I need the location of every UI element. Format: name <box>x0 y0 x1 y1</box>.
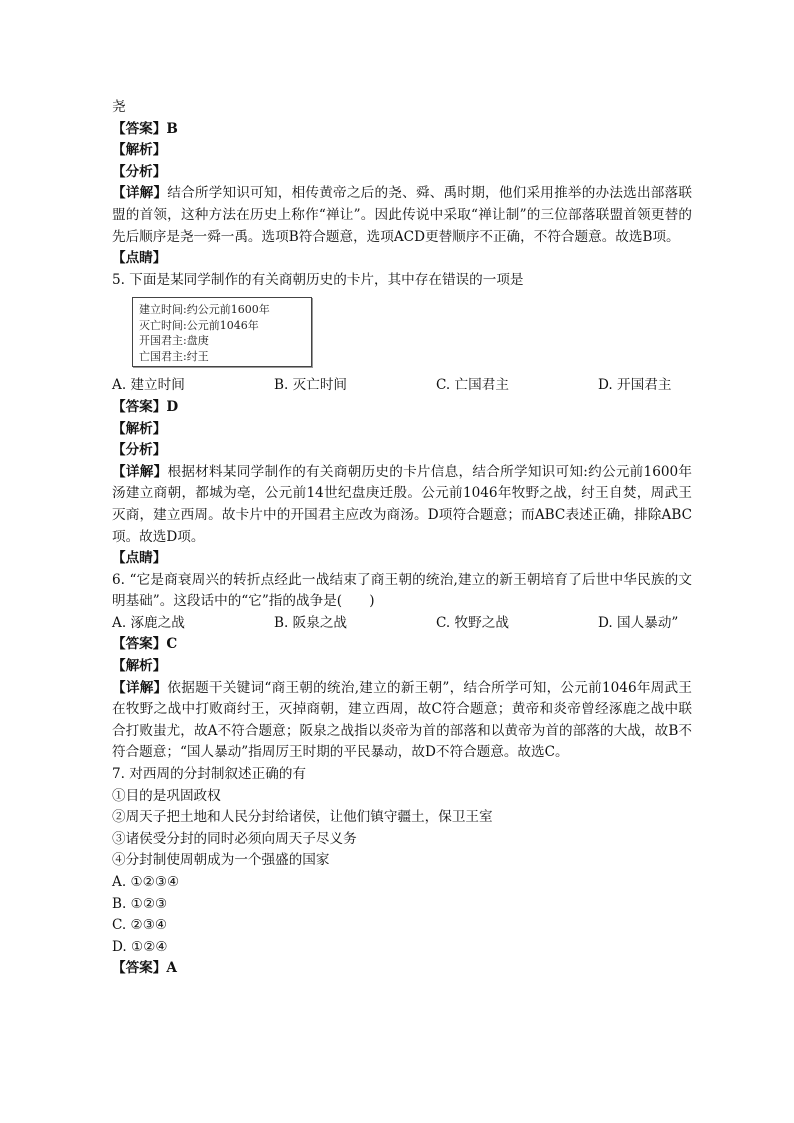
q5-options <box>112 375 692 397</box>
q5-option-c: C. 亡国君主 <box>436 377 509 394</box>
q7-option-d: D. ①②④ <box>112 938 168 955</box>
q7-item-1: ①目的是巩固政权 <box>112 787 221 804</box>
q4-detail <box>112 183 692 248</box>
q5-jiexi: 【解析】 <box>112 420 167 437</box>
q5-detail <box>112 462 692 548</box>
top-fragment: 尧 <box>112 99 126 115</box>
exam-page <box>112 97 692 980</box>
q7-option-c: C. ②③④ <box>112 917 168 934</box>
q6-jiexi: 【解析】 <box>112 658 167 675</box>
q4-detail-text: 结合所学知识可知，相传黄帝之后的尧、舜、禹时期，他们采用推举的办法选出部落联盟的首领，这种方法在历史上称作“禅让”。因此传说中采取“禅让制”的三位部落联盟首领更替的先后顺序是尧一舜一禹。选项B符合题意，选项ACD更替顺序不正确，不符合题意。故选B项。 <box>112 185 693 245</box>
q5-option-b: B. 灭亡时间 <box>274 377 348 394</box>
q7-item-3: ③诸侯受分封的同时必须向周天子尽义务 <box>112 830 357 847</box>
q5-option-d: D. 开国君主 <box>598 377 672 394</box>
q4-jiexi: 【解析】 <box>112 142 167 159</box>
q5-dianjing: 【点睛】 <box>112 550 167 567</box>
q5-stem: 5. 下面是某同学制作的有关商朝历史的卡片，其中存在错误的一项是 <box>112 271 524 288</box>
q4-answer: 【答案】B <box>112 120 178 137</box>
q6-option-c: C. 牧野之战 <box>436 614 509 631</box>
q5-answer: 【答案】D <box>112 398 179 415</box>
q7-option-a: A. ①②③④ <box>112 874 180 890</box>
q5-detail-label: 【详解】 <box>112 463 168 480</box>
card-line-fall: 灭亡时间:公元前1046年 <box>139 318 259 332</box>
q4-fenxi: 【分析】 <box>112 163 167 180</box>
q6-detail-text: 依据题干关键词“商王朝的统治,建立的新王朝”，结合所学可知，公元前1046年周武王在牧野之战中打败商纣王，灭掉商朝，建立西周，故C符合题意；黄帝和炎帝曾经涿鹿之战中联合打败蚩尤，故A不符合题意；阪泉之战指以炎帝为首的部落和以黄帝为首的部落的大战，故B不符合题意；“国人暴动”指周厉王时期的平民暴动，故D不符合题意。故选C。 <box>112 679 692 761</box>
q7-item-2: ②周天子把土地和人民分封给诸侯，让他们镇守疆土，保卫王室 <box>112 809 493 826</box>
q5-fenxi: 【分析】 <box>112 442 167 459</box>
q5-option-a: A. 建立时间 <box>112 377 185 394</box>
q4-detail-label: 【详解】 <box>112 185 168 202</box>
q6-option-d: D. 国人暴动” <box>598 614 679 631</box>
q5-detail-text: 根据材料某同学制作的有关商朝历史的卡片信息，结合所学知识可知:约公元前1600年汤建立商朝，都城为亳，公元前14世纪盘庚迁殷。公元前1046年牧野之战，纣王自焚，周武王灭商，建立西周。故卡片中的开国君主应改为商汤。D项符合题意；而ABC表述正确，排除ABC项。故选D项。 <box>112 463 692 545</box>
q6-option-a: A. 涿鹿之战 <box>112 614 185 631</box>
card-line-last-king: 亡国君主:纣王 <box>139 349 209 363</box>
q6-detail-label: 【详解】 <box>112 679 168 696</box>
q6-options <box>112 613 692 635</box>
shang-history-card <box>132 297 312 367</box>
card-line-founder: 开国君主:盘庚 <box>139 334 209 348</box>
q7-item-4: ④分封制使周朝成为一个强盛的国家 <box>112 852 330 869</box>
q6-stem: 6. “它是商衰周兴的转折点经此一战结束了商王朝的统治,建立的新王朝培育了后世中华民族的文明基础”。这段话中的“它”指的战争是( ) <box>112 571 692 610</box>
q6-detail <box>112 678 692 764</box>
q6-option-b: B. 阪泉之战 <box>274 614 348 631</box>
q7-stem: 7. 对西周的分封制叙述正确的有 <box>112 766 307 783</box>
q4-dianjing: 【点睛】 <box>112 250 167 267</box>
q7-answer: 【答案】A <box>112 960 177 977</box>
q7-option-b: B. ①②③ <box>112 895 168 912</box>
q6-answer: 【答案】C <box>112 636 178 653</box>
card-line-founding: 建立时间:约公元前1600年 <box>139 303 270 317</box>
